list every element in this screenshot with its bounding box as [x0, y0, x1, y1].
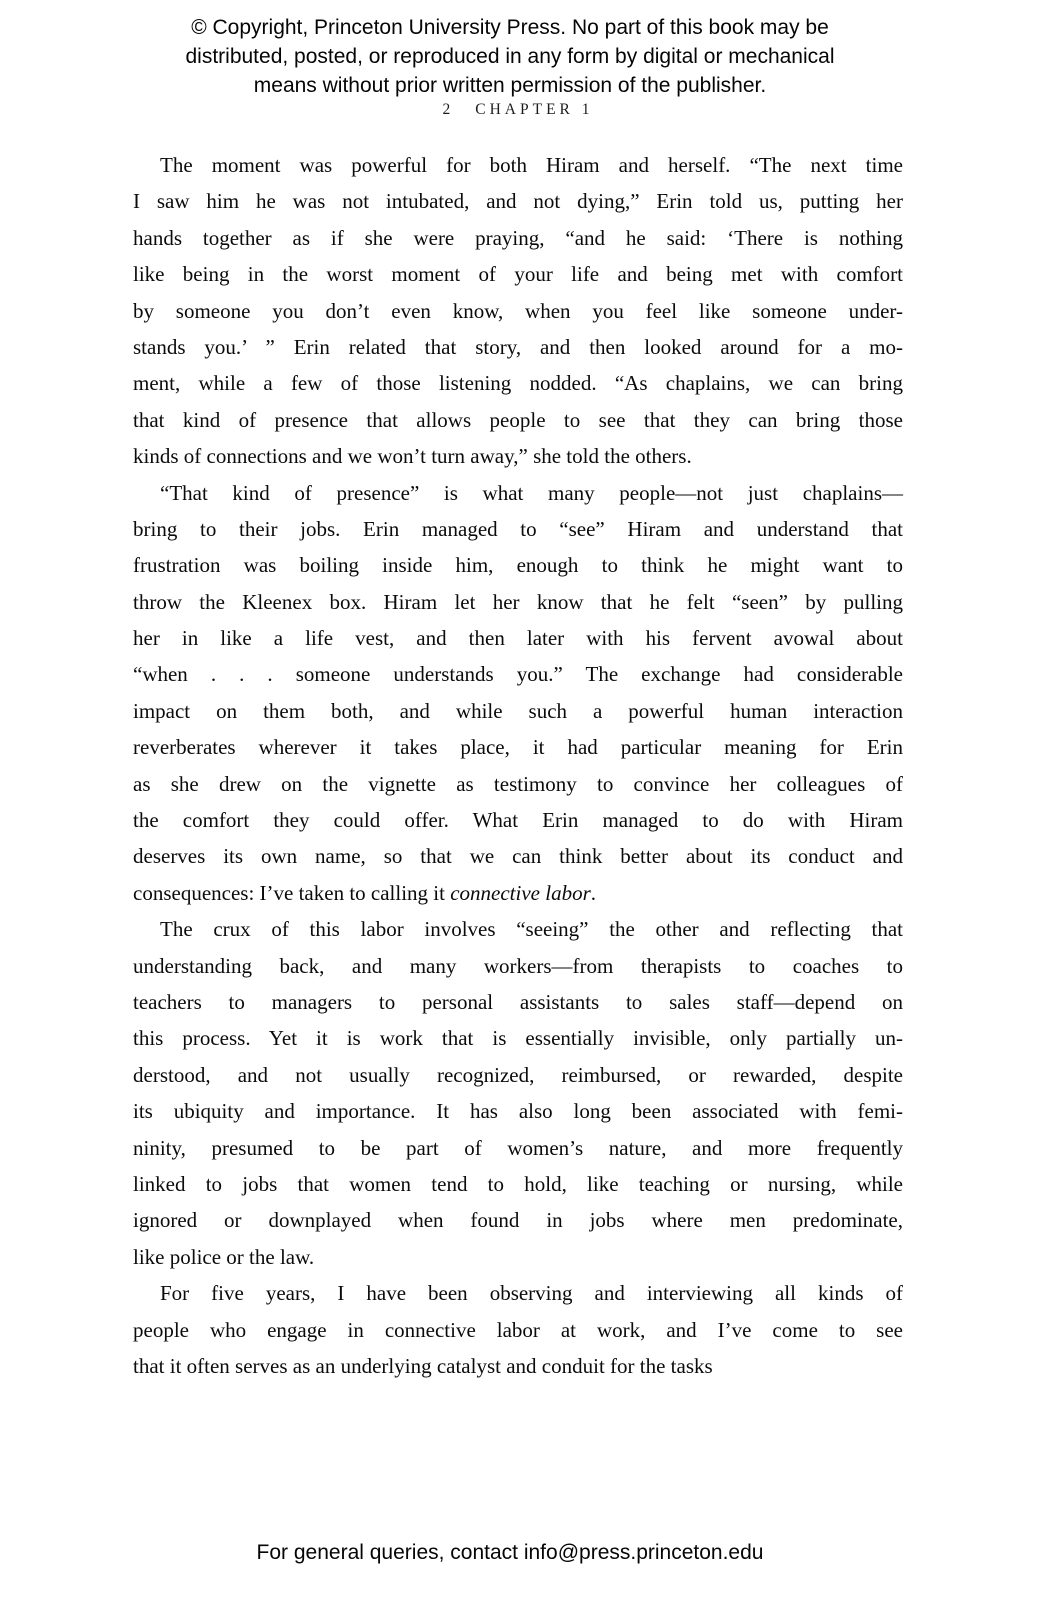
text-line: like being in the worst moment of your life and being met with comfort: [133, 262, 903, 287]
text-line: as she drew on the vignette as testimony to convince her colleagues of: [133, 771, 903, 796]
page-number: 2: [442, 101, 452, 118]
text-line: ignored or downplayed when found in jobs where men predominate,: [133, 1208, 903, 1233]
text-line: teachers to managers to personal assistants to sales staff—depend on: [133, 989, 903, 1014]
text-line: her in like a life vest, and then later with his fervent avowal about: [133, 626, 903, 651]
text-line: that kind of presence that allows people to see that they can bring those: [133, 407, 903, 432]
footer-queries-note: For general queries, contact info@press.princeton.edu: [256, 1541, 764, 1564]
running-head: [133, 101, 903, 119]
text-line: throw the Kleenex box. Hiram let her know that he felt “seen” by pulling: [133, 589, 903, 614]
copyright-line: means without prior written permission of the publisher.: [253, 74, 767, 97]
paragraph: [133, 475, 903, 912]
text-line: kinds of connections and we won’t turn away,” she told the others.: [133, 444, 692, 469]
text-line: bring to their jobs. Erin managed to “see” Hiram and understand that: [133, 516, 903, 541]
text-line: understanding back, and many workers—from therapists to coaches to: [133, 953, 903, 978]
text-line: derstood, and not usually recognized, reimbursed, or rewarded, despite: [133, 1062, 903, 1087]
chapter-label: CHAPTER 1: [475, 101, 594, 118]
text-line: the comfort they could offer. What Erin managed to do with Hiram: [133, 808, 903, 833]
text-line: its ubiquity and importance. It has also long been associated with femi-: [133, 1099, 903, 1124]
text-segment: .: [590, 880, 596, 905]
text-line: frustration was boiling inside him, enough to think he might want to: [133, 553, 903, 578]
paragraph: [133, 147, 903, 475]
text-line: reverberates wherever it takes place, it had particular meaning for Erin: [133, 735, 903, 760]
copyright-notice: [0, 13, 1020, 100]
text-line: stands you.’ ” Erin related that story, and then looked around for a mo-: [133, 334, 903, 359]
text-line: hands together as if she were praying, “and he said: ‘There is nothing: [133, 225, 903, 250]
copyright-line: distributed, posted, or reproduced in any form by digital or mechanical: [185, 45, 835, 68]
text-line: linked to jobs that women tend to hold, like teaching or nursing, while: [133, 1171, 903, 1196]
text-line: [133, 875, 903, 911]
text-line: by someone you don’t even know, when you feel like someone under-: [133, 298, 903, 323]
body-text: [133, 147, 903, 1384]
text-line: that it often serves as an underlying catalyst and conduit for the tasks: [133, 1353, 713, 1378]
text-line: like police or the law.: [133, 1244, 315, 1269]
text-line: The moment was powerful for both Hiram and herself. “The next time: [160, 153, 903, 177]
copyright-line: © Copyright, Princeton University Press. No part of this book may be: [191, 16, 829, 39]
text-line: The crux of this labor involves “seeing” the other and reflecting that: [160, 917, 903, 942]
text-line: ninity, presumed to be part of women’s nature, and more frequently: [133, 1135, 903, 1160]
text-line: “when . . . someone understands you.” The exchange had considerable: [133, 662, 903, 687]
text-line: impact on them both, and while such a powerful human interaction: [133, 698, 903, 723]
text-line: deserves its own name, so that we can think better about its conduct and: [133, 844, 903, 869]
text-segment: consequences: I’ve taken to calling it: [133, 880, 451, 905]
paragraph: [133, 1275, 903, 1384]
text-line: ment, while a few of those listening nodded. “As chaplains, we can bring: [133, 371, 903, 396]
text-line: this process. Yet it is work that is essentially invisible, only partially un-: [133, 1026, 903, 1051]
text-line: For five years, I have been observing and interviewing all kinds of: [160, 1281, 903, 1306]
text-line: I saw him he was not intubated, and not dying,” Erin told us, putting her: [133, 189, 903, 214]
emphasized-term: connective labor: [450, 880, 591, 905]
text-line: people who engage in connective labor at work, and I’ve come to see: [133, 1317, 903, 1342]
text-line: “That kind of presence” is what many people—not just chaplains—: [160, 480, 903, 505]
paragraph: [133, 911, 903, 1275]
